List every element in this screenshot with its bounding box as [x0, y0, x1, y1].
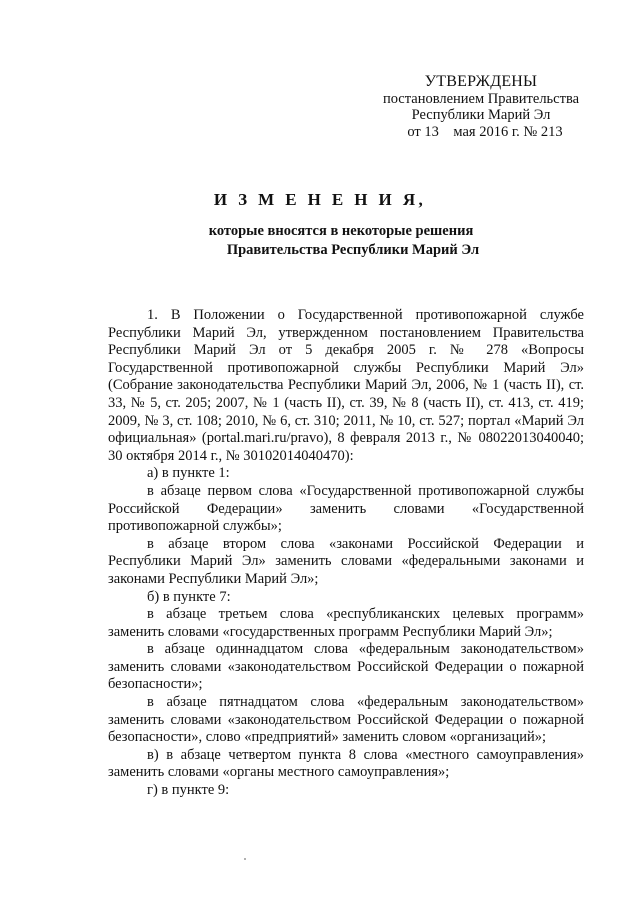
paragraph-b-3: в абзаце пятнадцатом слова «федеральным законодательством» заменить словами «законодательством Российской Федерации о пожарной безопасности», слово «предприятий» заменить словом «организаций»;: [108, 694, 584, 746]
approval-line-1: постановлением Правительства: [382, 90, 580, 107]
paragraph-a-1: в абзаце первом слова «Государственной противопожарной службы Российской Федерации» заменить словами «Государственной противопожарной службы»;: [108, 482, 584, 535]
document-title: И З М Е Н Е Н И Я,: [213, 190, 427, 209]
subtitle-line-2: Правительства Республики Марий Эл: [226, 242, 480, 258]
approval-stamp: [366, 74, 596, 140]
paragraph-b-2: в абзаце одиннадцатом слова «федеральным законодательством» заменить словами «законодательством Российской Федерации о пожарной безопасности»;: [108, 641, 584, 693]
approval-heading: УТВЕРЖДЕНЫ: [424, 73, 538, 90]
scan-speck: [244, 858, 246, 860]
paragraph-a-2: в абзаце втором слова «законами Российской Федерации и Республики Марий Эл» заменить словами «федеральными законами и законами Республики Марий Эл»;: [108, 535, 584, 587]
paragraph-item-a: а) в пункте 1:: [147, 465, 230, 482]
paragraph-b-1: в абзаце третьем слова «республиканских целевых программ» заменить словами «государственных программ Республики Марий Эл»;: [108, 606, 584, 640]
paragraph-item-g: г) в пункте 9:: [147, 782, 230, 799]
document-body: [108, 307, 584, 800]
paragraph-1: 1. В Положении о Государственной противопожарной службе Республики Марий Эл, утвержденном постановлением Правительства Республики Марий Эл от 5 декабря 2005 г. № 278 «Вопросы Государственной противопожарной службы Республики Марий Эл» (Собрание законодательства Республики Марий Эл, 2006, № 1 (часть II), ст. 33, № 5, ст. 205; 2007, № 1 (часть II), ст. 39, № 8 (часть II), ст. 413, ст. 419; 2009, № 3, ст. 108; 2010, № 6, ст. 310; 2011, № 10, ст. 527; портал «Марий Эл официальная» (portal.mari.ru/pravo), 8 февраля 2013 г., № 08022013040040; 30 октября 2014 г., № 30102014040470):: [108, 307, 584, 464]
paragraph-item-v: в) в абзаце четвертом пункта 8 слова «местного самоуправления» заменить словами «органы местного самоуправления»;: [108, 746, 584, 781]
approval-line-2: Республики Марий Эл: [411, 107, 551, 123]
subtitle-line-1: которые вносятся в некоторые решения: [208, 223, 474, 239]
paragraph-item-b: б) в пункте 7:: [147, 588, 231, 605]
approval-date-line: от 13 мая 2016 г. № 213: [407, 123, 563, 140]
document-subtitle: [0, 222, 640, 260]
